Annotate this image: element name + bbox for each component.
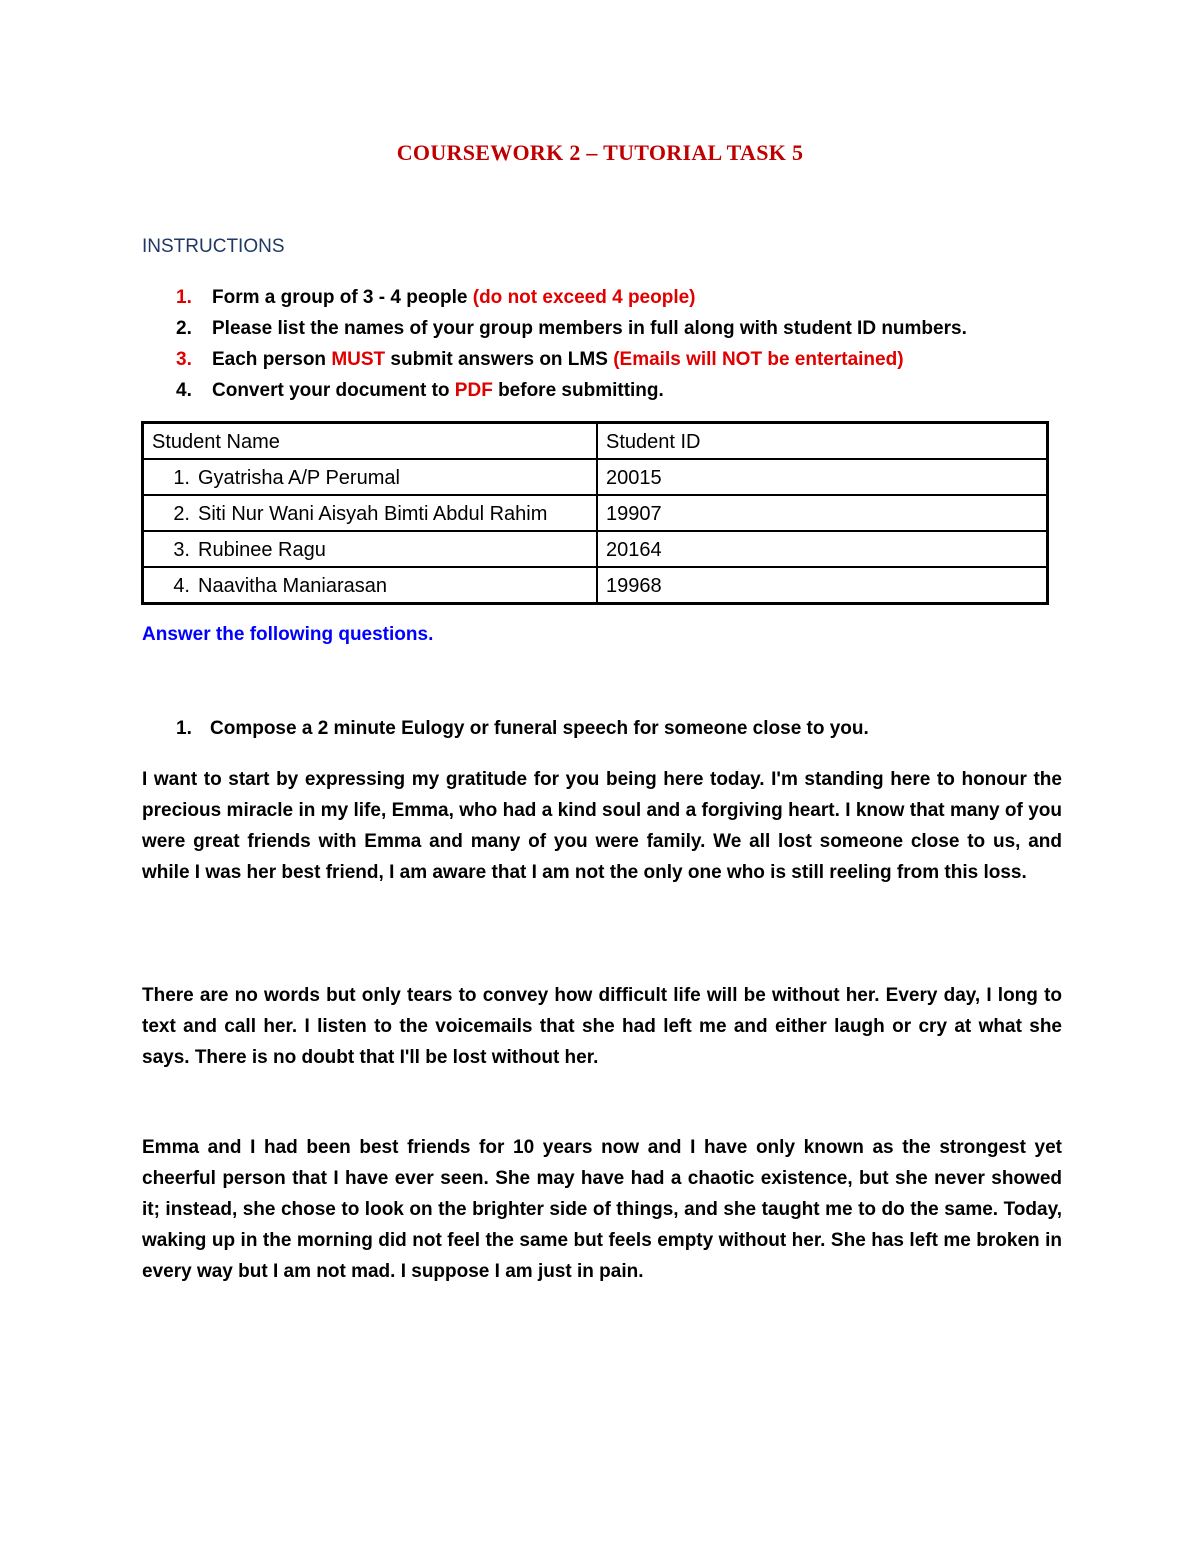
member-name: Gyatrisha A/P Perumal: [198, 467, 400, 489]
eulogy-paragraph-2: There are no words but only tears to convey how difficult life will be without her. Every day, I long to text and call her. I listen to the voicemails that she had left me and either laugh or cry at what she says. There is no doubt that I'll be lost without her.: [142, 985, 1062, 1068]
row-number: 2.: [173, 503, 190, 525]
instruction-item: [142, 375, 1082, 406]
header-student-name: Student Name: [143, 423, 598, 460]
group-members-table: [141, 421, 1049, 605]
instruction-text: submit answers on LMS: [385, 349, 614, 370]
instruction-emphasis: (do not exceed 4 people): [472, 287, 696, 308]
table-header-row: [143, 423, 1048, 460]
member-id: 19968: [597, 567, 1048, 604]
row-number: 3.: [173, 539, 190, 561]
member-name-cell: [143, 495, 598, 531]
member-name-cell: [143, 459, 598, 495]
instruction-number: 3.: [176, 349, 192, 370]
row-number: 1.: [173, 467, 190, 489]
question-text: Compose a 2 minute Eulogy or funeral speech for someone close to you.: [210, 718, 869, 739]
instruction-item: [142, 344, 1082, 375]
question-number: 1.: [176, 718, 192, 739]
answer-heading: Answer the following questions.: [142, 624, 434, 645]
table-row: [143, 459, 1048, 495]
table-row: [143, 567, 1048, 604]
instruction-text: Form a group of 3 - 4 people: [212, 287, 473, 308]
member-name: Rubinee Ragu: [198, 539, 326, 561]
member-name-cell: [143, 531, 598, 567]
member-name-cell: [143, 567, 598, 604]
eulogy-paragraph-1: I want to start by expressing my gratitude for you being here today. I'm standing here to honour the precious miracle in my life, Emma, who had a kind soul and a forgiving heart. I know that many of you were great friends with Emma and many of you were family. We all lost someone close to us, and while I was her best friend, I am aware that I am not the only one who is still reeling from this loss.: [142, 769, 1062, 883]
instruction-number: 2.: [176, 318, 192, 339]
member-name: Naavitha Maniarasan: [198, 575, 387, 597]
instruction-text: Convert your document to: [212, 380, 455, 401]
instruction-emphasis: (Emails will NOT be entertained): [613, 349, 904, 370]
instruction-emphasis: PDF: [454, 380, 493, 401]
instruction-emphasis: MUST: [331, 349, 386, 370]
table-row: [143, 495, 1048, 531]
member-id: 20164: [597, 531, 1048, 567]
instruction-text: Each person: [212, 349, 332, 370]
header-student-id: Student ID: [597, 423, 1048, 460]
instruction-item: [142, 313, 1082, 344]
member-id: 19907: [597, 495, 1048, 531]
instructions-list: [142, 282, 1082, 406]
member-id: 20015: [597, 459, 1048, 495]
instructions-heading: INSTRUCTIONS: [142, 236, 285, 257]
table-row: [143, 531, 1048, 567]
instruction-number: 4.: [176, 380, 192, 401]
question-item: [142, 718, 1082, 740]
instruction-text: Please list the names of your group members in full along with student ID numbers.: [212, 318, 967, 339]
instruction-number: 1.: [176, 287, 192, 308]
row-number: 4.: [173, 575, 190, 597]
eulogy-paragraph-3: Emma and I had been best friends for 10 years now and I have only known as the strongest yet cheerful person that I have ever seen. She may have had a chaotic existence, but she never showed it; instead, she chose to look on the brighter side of things, and she taught me to do the same. Today, waking up in the morning did not feel the same but feels empty without her. She has left me broken in every way but I am not mad. I suppose I am just in pain.: [142, 1137, 1062, 1282]
document-title: COURSEWORK 2 – TUTORIAL TASK 5: [396, 140, 804, 165]
member-name: Siti Nur Wani Aisyah Bimti Abdul Rahim: [198, 503, 548, 525]
instruction-item: [142, 282, 1082, 313]
instruction-text: before submitting.: [492, 380, 664, 401]
